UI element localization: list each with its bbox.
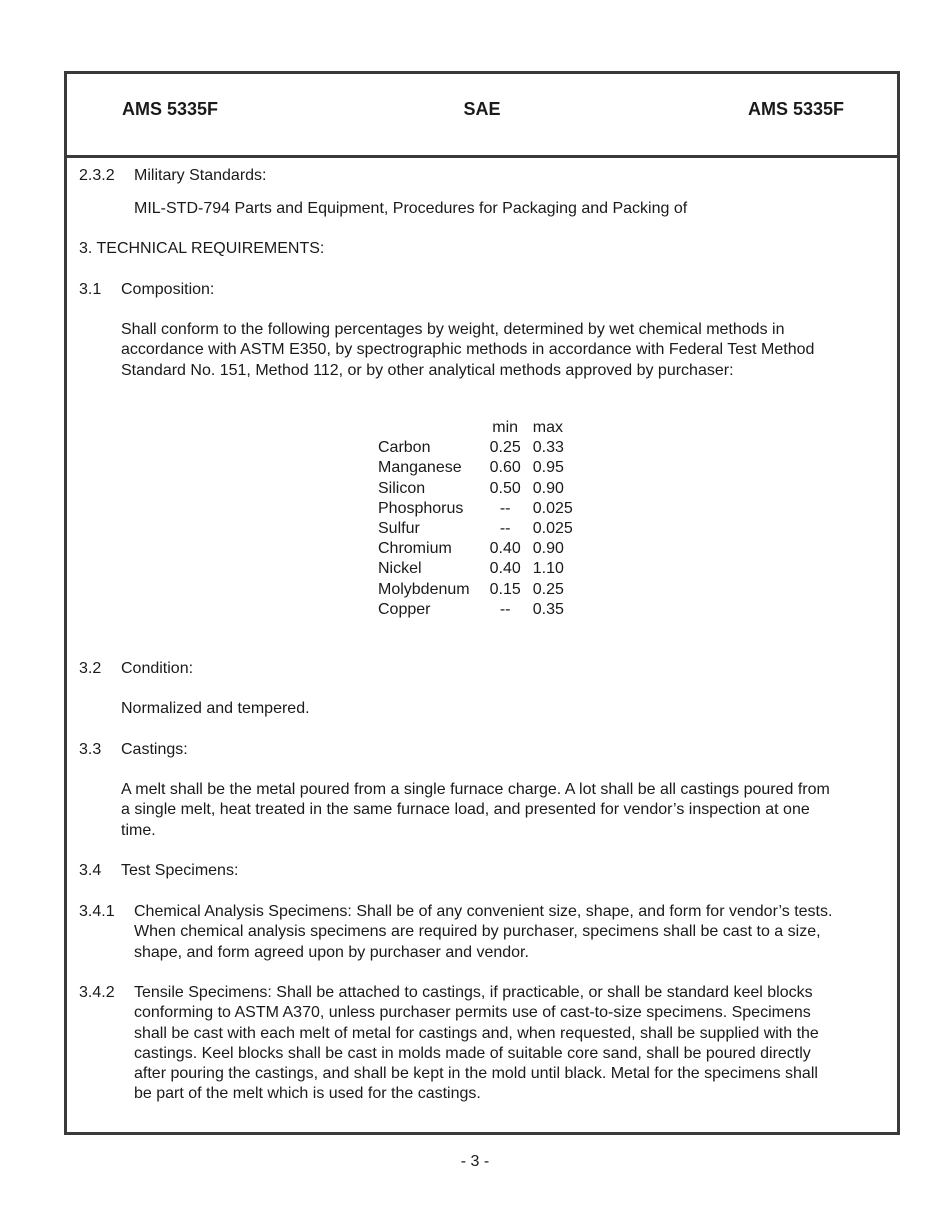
condition-text: Normalized and tempered. bbox=[121, 700, 310, 717]
element-name: Carbon bbox=[378, 439, 431, 457]
chemical-analysis-paragraph bbox=[134, 902, 832, 963]
composition-paragraph bbox=[121, 320, 814, 381]
paragraph-line: Shall conform to the following percentages by weight, determined by wet chemical methods in bbox=[121, 321, 785, 338]
paragraph-line: be part of the melt which is used for the castings. bbox=[134, 1085, 481, 1103]
min-value: 0.25 bbox=[489, 439, 521, 457]
section-3-4-2-number: 3.4.2 bbox=[79, 984, 115, 1001]
section-3-4-number: 3.4 bbox=[79, 862, 102, 879]
composition-table bbox=[372, 418, 579, 620]
element-column-header bbox=[372, 418, 484, 438]
header-left-spec: AMS 5335F bbox=[122, 99, 219, 119]
element-name: Sulfur bbox=[378, 520, 420, 538]
table-row bbox=[372, 600, 579, 620]
paragraph-line: a single melt, heat treated in the same furnace load, and presented for vendor’s inspection at one bbox=[121, 801, 810, 819]
min-value: -- bbox=[499, 499, 511, 517]
min-value: 0.40 bbox=[489, 560, 521, 578]
document-header bbox=[67, 74, 897, 158]
section-3-4-1-number: 3.4.1 bbox=[79, 903, 115, 920]
section-3-3-number: 3.3 bbox=[79, 741, 102, 758]
table-row bbox=[372, 519, 579, 539]
paragraph-line: castings. Keel blocks shall be cast in molds made of suitable core sand, shall be poured directly bbox=[134, 1044, 811, 1062]
section-2-3-2-title: Military Standards: bbox=[134, 167, 267, 184]
paragraph-line: shape, and form agreed upon by purchaser and vendor. bbox=[134, 943, 529, 961]
page-number: - 3 - bbox=[460, 1153, 490, 1170]
paragraph-line: shall be cast with each melt of metal for castings and, when requested, shall be supplied with the bbox=[134, 1024, 819, 1042]
max-value: 0.90 bbox=[532, 479, 564, 497]
element-name: Nickel bbox=[378, 560, 422, 578]
max-value: 0.95 bbox=[532, 459, 564, 477]
min-value: 0.60 bbox=[489, 459, 521, 477]
table-row bbox=[372, 479, 579, 499]
min-value: 0.40 bbox=[489, 540, 521, 558]
max-value: 0.33 bbox=[532, 439, 564, 457]
element-name: Copper bbox=[378, 600, 431, 618]
table-row bbox=[372, 458, 579, 478]
paragraph-line: Chemical Analysis Specimens: Shall be of any convenient size, shape, and form for vendor’s tests. bbox=[134, 903, 833, 920]
element-name: Chromium bbox=[378, 540, 452, 558]
element-name: Manganese bbox=[378, 459, 462, 477]
max-value: 0.35 bbox=[532, 600, 564, 618]
paragraph-line: after pouring the castings, and shall be kept in the mold until black. Metal for the specimens shall bbox=[134, 1065, 818, 1083]
min-value: -- bbox=[499, 600, 511, 618]
table-row bbox=[372, 559, 579, 579]
section-3-3-title: Castings: bbox=[121, 741, 188, 758]
section-3-1-title: Composition: bbox=[121, 281, 215, 298]
min-value: -- bbox=[499, 520, 511, 538]
element-name: Silicon bbox=[378, 479, 426, 497]
table-row bbox=[372, 438, 579, 458]
paragraph-line: When chemical analysis specimens are required by purchaser, specimens shall be cast to a size, bbox=[134, 923, 821, 941]
min-value: 0.15 bbox=[489, 580, 521, 598]
section-2-3-2-number: 2.3.2 bbox=[79, 167, 115, 184]
paragraph-line: conforming to ASTM A370, unless purchaser permits use of cast-to-size specimens. Specimens bbox=[134, 1004, 811, 1022]
paragraph-line: time. bbox=[121, 821, 156, 839]
max-value: 0.025 bbox=[532, 520, 573, 538]
max-value: 0.25 bbox=[532, 580, 564, 598]
table-row bbox=[372, 580, 579, 600]
min-column-header: min bbox=[492, 419, 519, 437]
paragraph-line: accordance with ASTM E350, by spectrographic methods in accordance with Federal Test Method bbox=[121, 341, 815, 359]
max-value: 0.90 bbox=[532, 540, 564, 558]
max-column-header: max bbox=[532, 419, 563, 437]
section-3-2-title: Condition: bbox=[121, 660, 194, 677]
table-row bbox=[372, 539, 579, 559]
tensile-specimens-paragraph bbox=[134, 983, 819, 1105]
paragraph-line: A melt shall be the metal poured from a single furnace charge. A lot shall be all castings poured from bbox=[121, 781, 830, 798]
header-right-spec: AMS 5335F bbox=[747, 99, 844, 119]
military-standard-reference: MIL-STD-794 Parts and Equipment, Procedures for Packaging and Packing of bbox=[134, 200, 688, 217]
element-name: Phosphorus bbox=[378, 499, 464, 517]
section-3-2-number: 3.2 bbox=[79, 660, 102, 677]
header-center-org: SAE bbox=[463, 99, 501, 119]
castings-paragraph bbox=[121, 780, 830, 841]
min-value: 0.50 bbox=[489, 479, 521, 497]
paragraph-line: Tensile Specimens: Shall be attached to castings, if practicable, or shall be standard keel blocks bbox=[134, 984, 813, 1001]
table-row bbox=[372, 499, 579, 519]
element-name: Molybdenum bbox=[378, 580, 470, 598]
max-value: 1.10 bbox=[532, 560, 564, 578]
paragraph-line: Standard No. 151, Method 112, or by other analytical methods approved by purchaser: bbox=[121, 361, 734, 379]
composition-table-header bbox=[372, 418, 579, 438]
max-value: 0.025 bbox=[532, 499, 573, 517]
section-3-4-title: Test Specimens: bbox=[121, 862, 239, 879]
section-3-1-number: 3.1 bbox=[79, 281, 102, 298]
section-3-title: 3. TECHNICAL REQUIREMENTS: bbox=[79, 240, 325, 257]
